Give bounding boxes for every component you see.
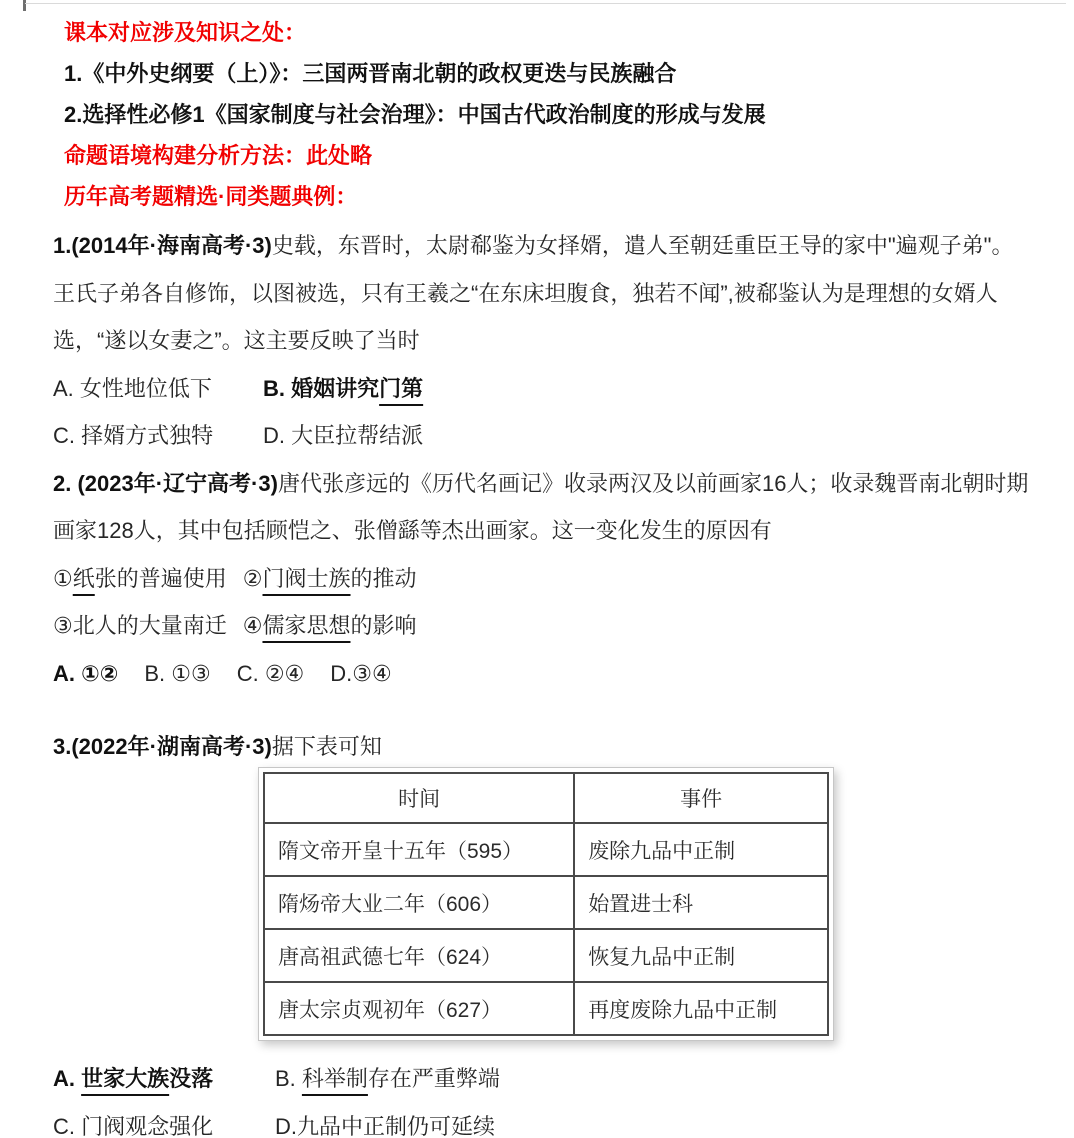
q1-option-c: C. 择婿方式独特 [53,423,214,448]
q1-option-d: D. 大臣拉帮结派 [263,423,424,448]
q2-item-3: ③北人的大量南迁 [53,613,227,638]
q2-item-1-num: ① [53,565,73,591]
table-cell-event: 恢复九品中正制 [574,929,828,982]
q2-item-4-underlined: 儒家思想 [262,613,351,638]
q2-answer-a: A. ①② [53,660,119,686]
q3-option-a-label: A. [53,1066,82,1091]
q3-option-a-rest: 没落 [169,1066,214,1091]
q3-citation: 3.(2022年·湖南高考·3) [53,734,272,759]
q1-options [53,365,1036,460]
table-header-event: 事件 [574,773,828,823]
q2-item-4-rest: 的影响 [350,613,417,638]
q2-line-1 [53,460,1036,508]
q2-answer-c: C. ②④ [236,660,305,686]
knowledge-points-heading: 课本对应涉及知识之处： [64,20,307,45]
q1-option-b-underlined: 门第 [379,375,424,401]
table-header-row [264,773,828,823]
q2-item-1-underlined: 纸 [72,565,95,591]
q2-items-row-2 [53,602,1036,650]
q1-option-b [263,365,1036,413]
q2-answers [53,650,1036,698]
q3-option-a-underlined: 世家大族 [81,1066,170,1091]
table-cell-event: 再度废除九品中正制 [574,982,828,1035]
q2-stem-part-1: 唐代张彦远的《历代名画记》收录两汉及以前画家16人；收录魏晋南北朝时期 [277,470,1029,496]
top-divider [25,3,1066,4]
q3-stem: 据下表可知 [271,734,382,759]
q3-line-1 [53,727,1036,767]
q3-option-c-rest: 强化 [169,1113,214,1138]
q3-option-b-label: B. [275,1066,302,1091]
table-cell-time: 隋炀帝大业二年（606） [264,876,574,929]
q1-line-1 [53,222,1036,270]
q3-option-d [275,1103,1036,1138]
q2-answer-b: B. ①③ [144,660,211,686]
table-cell-time: 唐高祖武德七年（624） [264,929,574,982]
q2-item-2-num: ② [242,565,263,591]
q2-item-2-rest: 的推动 [350,565,417,591]
table-cell-event: 废除九品中正制 [574,823,828,876]
exam-table-image [258,767,834,1041]
exam-table [263,772,829,1036]
q1-citation: 1.(2014年·海南高考·3) [53,233,272,258]
q3-option-b [275,1055,1036,1103]
table-row [264,929,828,982]
q2-item-2-underlined: 门阀士族 [262,565,351,591]
table-row [264,982,828,1035]
q2-answer-d: D.③④ [330,660,392,686]
table-header-time: 时间 [264,773,574,823]
table-row [264,823,828,876]
q2-item-1-rest: 张的普遍使用 [94,565,227,591]
question-1 [53,222,1036,460]
q3-option-d-label: D. [275,1113,297,1138]
q3-option-c [53,1103,275,1138]
table-cell-event: 始置进士科 [574,876,828,929]
q1-option-a: A. 女性地位低下 [53,375,212,401]
table-cell-time: 唐太宗贞观初年（627） [264,982,574,1035]
q1-option-b-text: B. 婚姻讲究 [263,375,380,401]
q2-line-2: 画家128人，其中包括顾恺之、张僧繇等杰出画家。这一变化发生的原因有 [53,518,772,543]
q3-option-c-underlined: 门阀观念 [81,1113,170,1138]
q1-line-3: 选，“遂以女妻之”。这主要反映了当时 [53,328,420,353]
q3-option-c-label: C. [53,1113,82,1138]
textbook-item-1: 1.《中外史纲要（上）》：三国两晋南北朝的政权更迭与民族融合 [64,61,677,86]
q3-options [53,1055,1036,1138]
q1-stem-part-1: 史载，东晋时，太尉郗鉴为女择婿，遣人至朝廷重臣王导的家中"遍观子弟"。 [271,233,1014,258]
page-corner-mark [23,0,26,11]
q3-option-b-rest: 存在严重弊端 [367,1066,500,1091]
q2-citation: 2. (2023年·辽宁高考·3) [53,470,278,496]
q3-option-b-underlined: 科举制 [301,1066,368,1091]
method-heading: 命题语境构建分析方法：此处略 [64,143,373,168]
question-2 [53,460,1036,698]
table-row [264,876,828,929]
q3-option-d-rest: 仍可延续 [407,1113,496,1138]
question-3 [53,727,1036,1138]
q2-items-row-1 [53,555,1036,603]
examples-heading: 历年高考题精选·同类题典例： [64,184,358,209]
q1-line-2: 王氏子弟各自修饰，以图被选，只有王羲之“在东床坦腹食，独若不闻”,被郗鉴认为是理想的女婿人 [53,280,998,306]
textbook-item-2: 2.选择性必修1《国家制度与社会治理》：中国古代政治制度的形成与发展 [64,102,766,127]
q3-option-d-underlined: 九品中正制 [297,1113,408,1138]
q3-option-a [53,1055,275,1103]
table-cell-time: 隋文帝开皇十五年（595） [264,823,574,876]
q2-item-4-num: ④ [242,613,263,638]
